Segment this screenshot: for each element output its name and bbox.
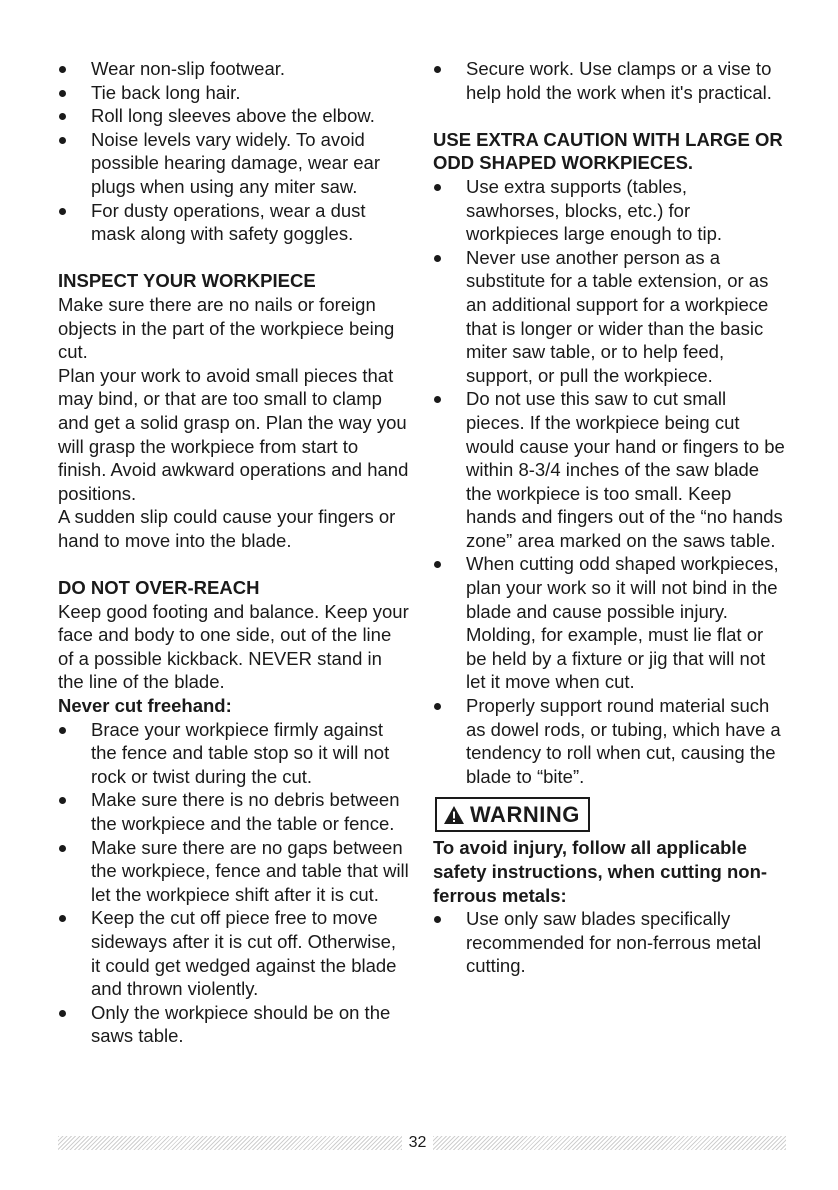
list-item: For dusty operations, wear a dust mask along with safety goggles. (58, 199, 410, 246)
safety-attire-list (58, 57, 410, 246)
warning-label-box (435, 797, 590, 832)
list-item: Only the workpiece should be on the saws table. (58, 1001, 410, 1048)
over-reach-paragraph: Keep good footing and balance. Keep your face and body to one side, out of the line of a possible kickback. NEVER stand in the line of the blade. (58, 600, 409, 693)
page-number: 32 (408, 1134, 427, 1151)
list-item: Brace your workpiece firmly against the fence and table stop so it will not rock or twist during the cut. (58, 718, 410, 789)
warning-list (433, 907, 785, 978)
list-item: Make sure there are no gaps between the workpiece, fence and table that will let the workpiece shift after it is cut. (58, 836, 410, 907)
list-item: Never use another person as a substitute for a table extension, or as an additional support for a workpiece that is longer or wider than the basic miter saw table, or to help feed, support, or pull the workpiece. (433, 246, 785, 388)
list-item: Keep the cut off piece free to move sideways after it is cut off. Otherwise, it could get wedged against the blade and thrown violently. (58, 906, 410, 1000)
right-column (433, 57, 785, 978)
list-item: Wear non-slip footwear. (58, 57, 410, 81)
freehand-heading: Never cut freehand: (58, 695, 232, 717)
over-reach-heading: DO NOT OVER-REACH (58, 577, 260, 599)
freehand-list (58, 718, 410, 1048)
list-item: Secure work. Use clamps or a vise to help hold the work when it's practical. (433, 57, 785, 104)
inspect-paragraph: Plan your work to avoid small pieces that may bind, or that are too small to clamp and get a solid grasp on. Plan the way you will grasp the workpiece from start to finish. Avoid awkward operations and hand positions. (58, 364, 409, 504)
list-item: Use only saw blades specifically recommended for non-ferrous metal cutting. (433, 907, 785, 978)
inspect-paragraph: Make sure there are no nails or foreign objects in the part of the workpiece being cut. (58, 293, 395, 363)
inspect-workpiece-heading: INSPECT YOUR WORKPIECE (58, 270, 316, 292)
footer-hatch-bar (58, 1136, 402, 1150)
list-item: Tie back long hair. (58, 81, 410, 105)
list-item: Use extra supports (tables, sawhorses, blocks, etc.) for workpieces large enough to tip. (433, 175, 785, 246)
extra-caution-list (433, 175, 785, 788)
list-item: Properly support round material such as dowel rods, or tubing, which have a tendency to roll when cut, causing the blade to “bite”. (433, 694, 785, 788)
page-footer (58, 1132, 786, 1154)
warning-triangle-icon (443, 805, 465, 825)
left-column (58, 57, 410, 1048)
list-item: Make sure there is no debris between the workpiece and the table or fence. (58, 788, 410, 835)
warning-heading: To avoid injury, follow all applicable safety instructions, when cutting non-ferrous metals: (433, 837, 768, 906)
list-item: Noise levels vary widely. To avoid possible hearing damage, wear ear plugs when using any miter saw. (58, 128, 410, 199)
list-item: Do not use this saw to cut small pieces. If the workpiece being cut would cause your hand or fingers to be within 8-3/4 inches of the saw blade the workpiece is too small. Keep hands and fingers out of the “no hands zone” area marked on the saws table. (433, 387, 785, 552)
secure-work-list (433, 57, 785, 104)
footer-hatch-bar (433, 1136, 786, 1150)
extra-caution-heading: USE EXTRA CAUTION WITH LARGE OR ODD SHAPED WORKPIECES. (433, 128, 783, 174)
list-item: Roll long sleeves above the elbow. (58, 104, 410, 128)
warning-label: WARNING (470, 802, 580, 828)
list-item: When cutting odd shaped workpieces, plan your work so it will not bind in the blade and cause possible injury. Molding, for example, must lie flat or be held by a fixture or jig that will not let it move when cut. (433, 552, 785, 694)
inspect-paragraph: A sudden slip could cause your fingers or hand to move into the blade. (58, 506, 396, 551)
